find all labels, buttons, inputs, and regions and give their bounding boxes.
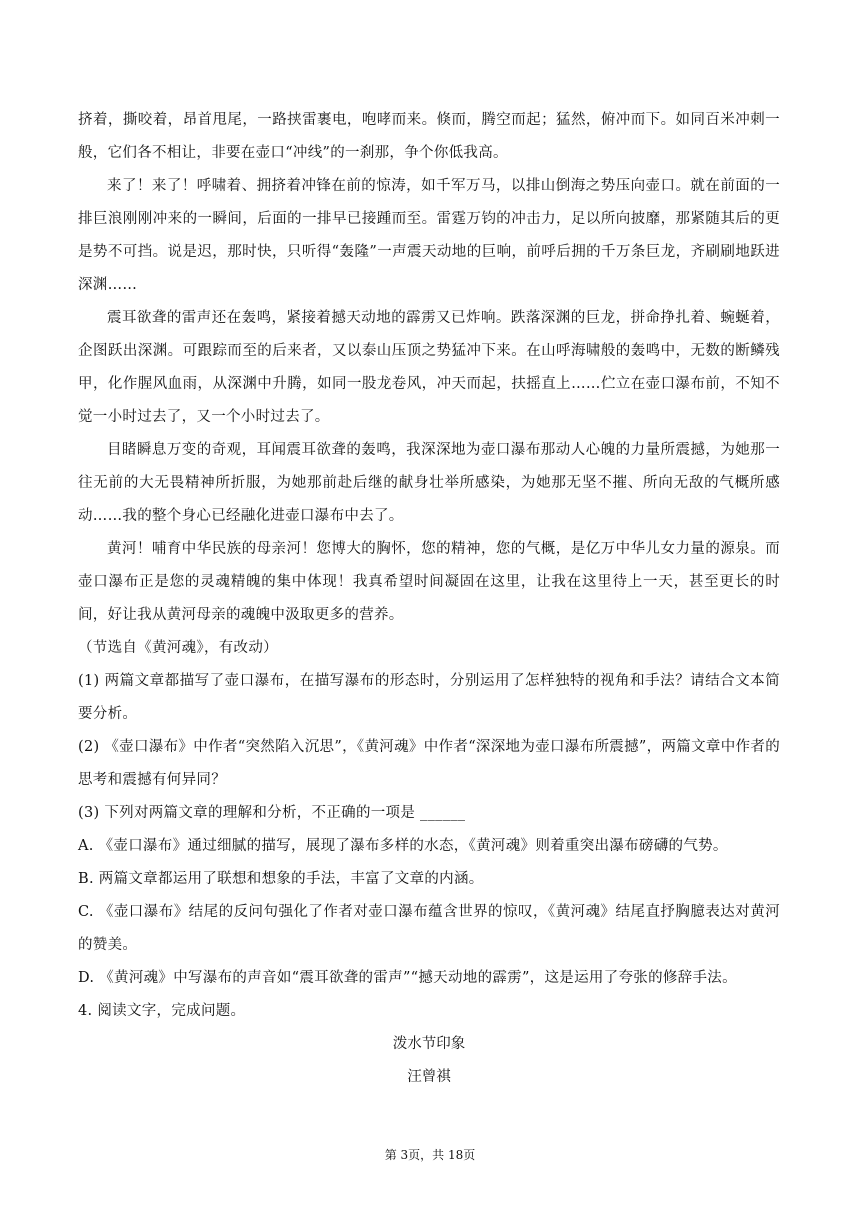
question-4-heading: 4. 阅读文字，完成问题。 [78,1003,246,1019]
option-a: A. 《壶口瀑布》通过细腻的描写，展现了瀑布多样的水态，《黄河魂》则着重突出瀑布磅礴的气势。 [78,838,728,854]
paragraph: 目睹瞬息万变的奇观，耳闻震耳欲聋的轰鸣，我深深地为壶口瀑布那动人心魄的力量所震撼，为她那一往无前的大无畏精神所折服，为她那前赴后继的献身壮举所感染，为她那无坚不摧、所向无敌的气概所感动……我的整个身心已经融化进壶口瀑布中去了。 [78,442,780,524]
question-2: (2) 《壶口瀑布》中作者“突然陷入沉思”，《黄河魂》中作者“深深地为壶口瀑布所震撼”，两篇文章中作者的思考和震撼有何异同？ [78,739,780,788]
option-c: C. 《壶口瀑布》结尾的反问句强化了作者对壶口瀑布蕴含世界的惊叹，《黄河魂》结尾直抒胸臆表达对黄河的赞美。 [78,904,780,953]
page-number: 第 3页，共 18页 [384,1148,476,1162]
article-title: 泼水节印象 [392,1036,466,1052]
paragraph: 挤着，撕咬着，昂首甩尾，一路挟雷裹电，咆哮而来。倏而，腾空而起；猛然，俯冲而下。如同百米冲刺一般，它们各不相让，非要在壶口“冲线”的一刹那，争个你低我高。 [78,112,780,161]
paragraph: 来了！来了！呼啸着、拥挤着冲锋在前的惊涛，如千军万马，以排山倒海之势压向壶口。就在前面的一排巨浪刚刚冲来的一瞬间，后面的一排早已接踵而至。雷霆万钧的冲击力，足以所向披靡，那紧随其后的更是势不可挡。说是迟，那时快，只听得“轰隆”一声震天动地的巨响，前呼后拥的千万条巨龙，齐刷刷地跃进深渊…… [78,178,780,293]
option-d: D. 《黄河魂》中写瀑布的声音如“震耳欲聋的雷声”“撼天动地的霹雳”，这是运用了夸张的修辞手法。 [78,970,737,986]
paragraph: 震耳欲聋的雷声还在轰鸣，紧接着撼天动地的霹雳又已炸响。跌落深渊的巨龙，拼命挣扎着、蜿蜒着，企图跃出深渊。可跟踪而至的后来者，又以泰山压顶之势猛冲下来。在山呼海啸般的轰鸣中，无数的断鳞残甲，化作腥风血雨，从深渊中升腾，如同一股龙卷风，冲天而起，扶摇直上……伫立在壶口瀑布前，不知不觉一小时过去了，又一个小时过去了。 [78,310,780,425]
paragraph: 黄河！哺育中华民族的母亲河！您博大的胸怀，您的精神，您的气概，是亿万中华儿女力量的源泉。而壶口瀑布正是您的灵魂精魄的集中体现！我真希望时间凝固在这里，让我在这里待上一天，甚至更长的时间，好让我从黄河母亲的魂魄中汲取更多的营养。 [78,541,780,623]
question-1: (1) 两篇文章都描写了壶口瀑布，在描写瀑布的形态时，分别运用了怎样独特的视角和手法？请结合文本简要分析。 [78,673,780,722]
document-body [78,104,780,1094]
article-author: 汪曾祺 [407,1069,451,1085]
source-note: （节选自《黄河魂》，有改动） [78,640,278,656]
option-b: B. 两篇文章都运用了联想和想象的手法，丰富了文章的内涵。 [78,871,484,887]
question-3: (3) 下列对两篇文章的理解和分析，不正确的一项是 ______ [78,805,466,821]
